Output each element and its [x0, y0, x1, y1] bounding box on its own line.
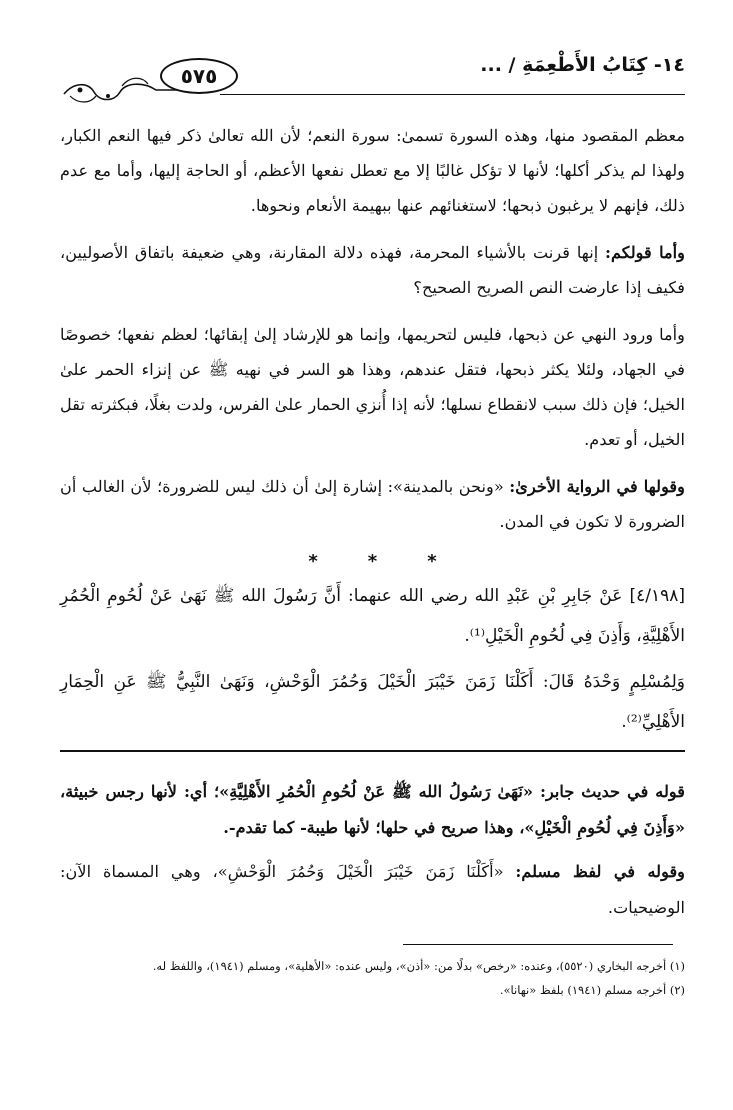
hadith-2: وَلِمُسْلِمٍ وَحْدَهُ قَالَ: أَكَلْنَا زَمَنَ خَيْبَرَ الْخَيْلَ وَحُمُرَ الْوَحْشِ، وَنَهَىٰ النَّبِيُّ ﷺ عَنِ الْحِمَارِ الأَهْلِيِّ⁽²⁾.: [60, 672, 685, 732]
hadith-1: [60, 576, 685, 656]
commentary: [60, 774, 685, 926]
commentary-1-text: «نَهَىٰ رَسُولُ الله ﷺ عَنْ لُحُومِ الْحُمُرِ الأَهْلِيَّةِ»؛ أي: لأنها رجس خبيثة، «وَأَذِنَ فِي لُحُومِ الْخَيْلِ»، وهذا صريح في حلها؛ لأنها طيبة- كما تقدم-.: [60, 782, 685, 837]
page-body: [60, 118, 685, 934]
commentary-2: [60, 854, 685, 926]
section-separator: [60, 551, 685, 572]
paragraph-2: [60, 235, 685, 305]
header-rule: [220, 94, 685, 95]
page-header: [60, 52, 685, 102]
commentary-1: [60, 774, 685, 846]
commentary-1-lead: قوله في حديث جابر:: [539, 782, 685, 801]
separator-star: *: [367, 551, 378, 572]
paragraph-4: [60, 469, 685, 539]
commentary-2-text: «أَكَلْنَا زَمَنَ خَيْبَرَ الْخَيْلَ وَحُمُرَ الْوَحْشِ»، وهي المسماة الآن: الوضيحيات.: [60, 862, 685, 917]
separator-star: *: [427, 551, 437, 572]
separator-star: *: [308, 551, 318, 572]
footnotes: [60, 954, 685, 1002]
commentary-2-lead: وقوله في لفظ مسلم:: [515, 862, 685, 881]
paragraph-3: وأما ورود النهي عن ذبحها، فليس لتحريمها، وإنما هو للإرشاد إلىٰ إبقائها؛ لعظم نفعها؛ خصوصًا في الجهاد، ولئلا يكثر ذبحها، فتقل عندهم، وهذا هو السر في نهيه ﷺ عن إنزاء الحمر علىٰ الخيل؛ فإن ذلك سبب لانقطاع نسلها؛ لأنه إذا أُنزي الحمار علىٰ الفرس، ولدت بغلًا، فبكثرته تقل الخيل، أو تعدم.: [60, 325, 685, 449]
footnote-1: (١) أخرجه البخاري (٥٥٢٠)، وعنده: «رخص» بدلًا من: «أذن»، وليس عنده: «الأهلية»، ومسلم (١٩٤١)، واللفظ له.: [152, 959, 685, 973]
page-number-text: ٥٧٥: [180, 64, 218, 88]
hadith-1-text: عَنْ جَابِرِ بْنِ عَبْدِ الله رضي الله عنهما: أَنَّ رَسُولَ الله ﷺ نَهَىٰ عَنْ لُحُومِ الْحُمُرِ الأَهْلِيَّةِ، وَأَذِنَ فِي لُحُومِ الْخَيْلِ⁽¹⁾.: [60, 586, 685, 646]
paragraph-4-text: «ونحن بالمدينة»: إشارة إلىٰ أن ذلك ليس للضرورة؛ لأن الغالب أن الضرورة لا تكون في المدن.: [60, 477, 685, 531]
footnote-2: (٢) أخرجه مسلم (١٩٤١) بلفظ «نهانا».: [499, 983, 685, 997]
paragraph-1: معظم المقصود منها، وهذه السورة تسمىٰ: سورة النعم؛ لأن الله تعالىٰ ذكر فيها النعم الكبار، ولهذا لم يذكر أكلها؛ لأنها لا تؤكل غالبًا إلا مع تعطل نفعها الأعظم، أو الحاجة إليها، وأما مع عدم ذلك، فإنهم لا يرغبون ذبحها؛ لاستغنائهم عنها ببهيمة الأنعام ونحوها.: [60, 126, 685, 215]
hadith-divider: [60, 750, 685, 752]
chapter-title: ١٤- كِتَابُ الأَطْعِمَةِ / ...: [480, 54, 685, 76]
hadith-reference: [٤/١٩٨]: [629, 586, 685, 606]
paragraph-2-text: إنها قرنت بالأشياء المحرمة، فهذه دلالة المقارنة، وهي ضعيفة باتفاق الأصوليين، فكيف إذا عارضت النص الصريح الصحيح؟: [60, 243, 685, 297]
page-number: [160, 58, 238, 94]
paragraph-4-lead: وقولها في الرواية الأخرىٰ:: [509, 477, 685, 496]
footnote-rule: [403, 944, 673, 945]
paragraph-2-lead: وأما قولكم:: [605, 243, 685, 262]
